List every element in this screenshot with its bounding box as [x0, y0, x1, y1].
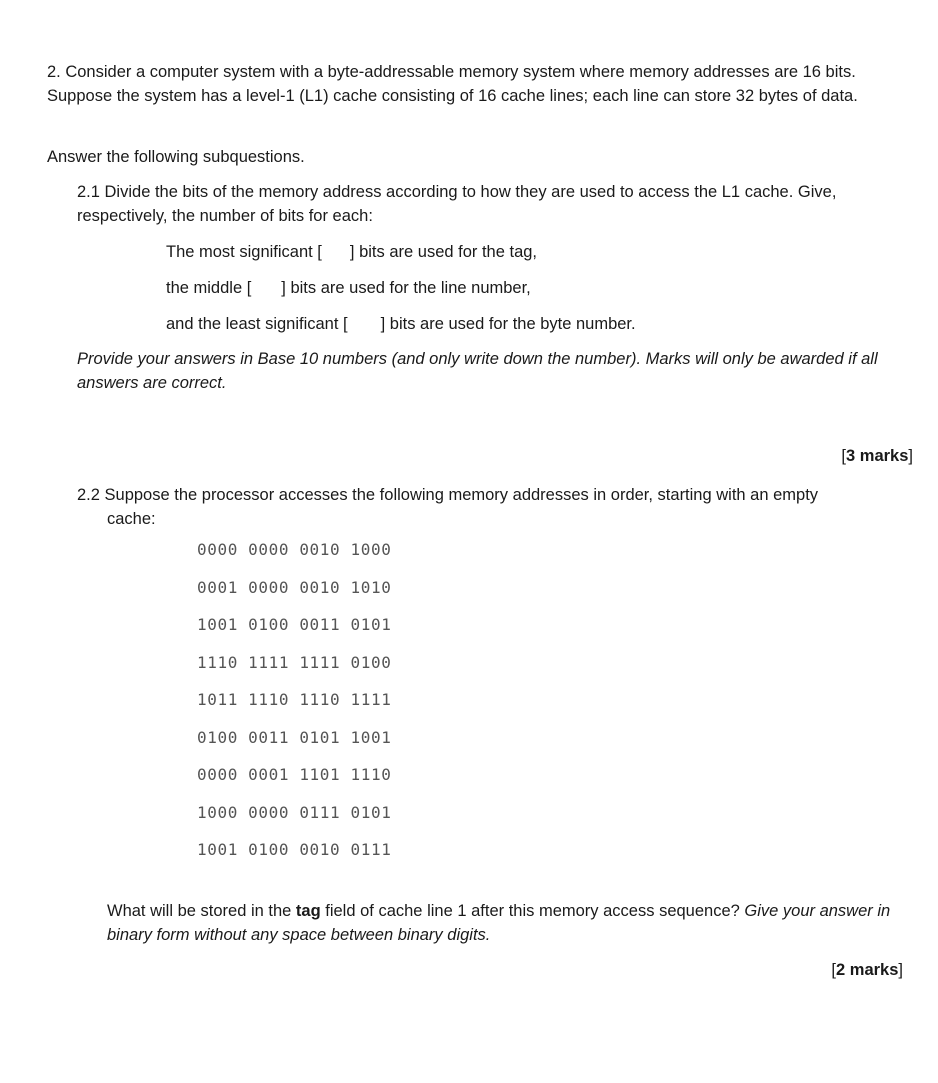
subquestion-2-2-prompt-line2: cache: — [107, 510, 156, 528]
address-sequence-list — [197, 538, 391, 876]
subquestion-2-1-note: Provide your answers in Base 10 numbers (and only write down the number). Marks will only be awarded if all answers are correct. — [77, 350, 878, 392]
tag-bits-line — [166, 240, 537, 264]
marks-2-1-value: 3 marks — [846, 447, 909, 465]
tag-bits-text-after: ] bits are used for the tag, — [349, 243, 538, 261]
answer-format-instruction: Give your answer in binary form without any space between binary digits. — [107, 902, 891, 944]
subquestion-2-1-prompt: 2.1 Divide the bits of the memory address according to how they are used to access the L1 cache. Give, respectively, the number of bits for each: — [77, 183, 837, 225]
subquestion-2-2-question: What will be stored in the tag field of cache line 1 after this memory access sequence? Give your answer in binary form without any space between binary digits. — [107, 902, 891, 944]
byte-bits-line — [166, 312, 636, 336]
tag-bits-text-before: The most significant [ — [166, 243, 322, 261]
line-bits-text-before: the middle [ — [166, 279, 252, 297]
address-item: 1001 0100 0010 0111 — [197, 840, 392, 859]
address-item: 1000 0000 0111 0101 — [197, 802, 392, 822]
line-bits-text-after: ] bits are used for the line number, — [281, 279, 531, 297]
line-bits-line — [166, 276, 531, 300]
byte-bits-text-before: and the least significant [ — [166, 315, 348, 333]
address-item: 1011 1110 1110 1111 — [197, 690, 392, 709]
address-item: 0000 0001 1101 1110 — [197, 765, 392, 784]
question-2-intro: 2. Consider a computer system with a byte-addressable memory system where memory addresses are 16 bits. Suppose the system has a level-1 (L1) cache consisting of 16 cache lines; each line can store 32 bytes of data. — [47, 63, 858, 105]
marks-2-2-value: 2 marks — [836, 961, 899, 979]
address-item: 1110 1111 1111 0100 — [197, 652, 392, 672]
address-item: 0001 0000 0010 1010 — [197, 577, 392, 597]
subquestion-2-2-prompt — [77, 483, 917, 531]
answer-following-instruction: Answer the following subquestions. — [47, 148, 305, 166]
address-item: 0000 0000 0010 1000 — [197, 540, 392, 559]
tag-keyword: tag — [295, 902, 321, 920]
address-item: 0100 0011 0101 1001 — [197, 727, 392, 747]
address-item: 1001 0100 0011 0101 — [197, 615, 392, 634]
byte-bits-text-after: ] bits are used for the byte number. — [380, 315, 636, 333]
marks-2-2: [2 marks] — [831, 961, 903, 979]
subquestion-2-2-prompt-line1: 2.2 Suppose the processor accesses the following memory addresses in order, starting with an empty — [77, 486, 819, 504]
marks-2-1: [3 marks] — [841, 447, 913, 465]
